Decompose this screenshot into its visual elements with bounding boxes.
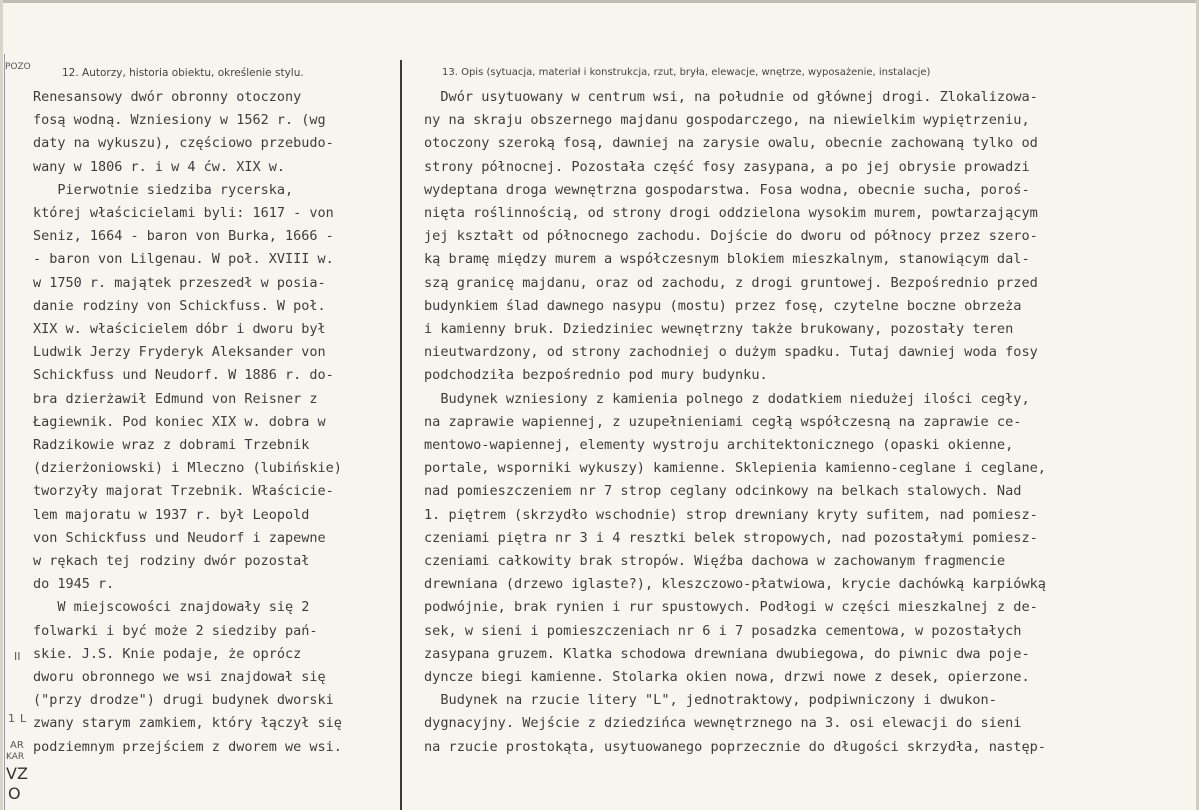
left-line: Ludwik Jerzy Fryderyk Aleksander von <box>33 344 326 361</box>
column-divider <box>400 60 402 810</box>
left-column-text <box>33 86 342 759</box>
right-line: budynkiem ślad dawnego nasypu (mostu) przez fosę, czytelne boczne obrzeża <box>424 297 1022 314</box>
right-line: ką bramę między murem a współczesnym blokiem mieszkalnym, stanowiącym dal- <box>424 251 1030 268</box>
left-line: skie. J.S. Knie podaje, że oprócz <box>33 645 302 662</box>
left-line: daty na wykuszu), częściowo przebudo- <box>33 135 334 152</box>
right-line: i kamienny bruk. Dziedziniec wewnętrzny także brukowany, pozostały teren <box>424 321 1014 338</box>
right-line: podchodziła bezpośrednio pod mury budynku. <box>424 367 768 384</box>
right-line: dyncze biegi kamienne. Stolarka okien nowa, drzwi nowe z desek, opierzone. <box>424 669 1030 686</box>
right-line: otoczony szeroką fosą, dawniej na zarysie owalu, obecnie zachowaną tylko od <box>424 135 1038 152</box>
right-line: na rzucie prostokąta, usytuowanego poprzecznie do długości skrzydła, następ- <box>424 738 1046 755</box>
right-line: Budynek na rzucie litery "L", jednotraktowy, podpiwniczony i dwukon- <box>424 692 997 709</box>
right-line: strony północnej. Pozostała część fosy zasypana, a po jej obrysie prowadzi <box>424 158 1030 175</box>
right-line: szą granicę majdanu, oraz od zachodu, z drogi gruntowej. Bezpośrednio przed <box>424 274 1038 291</box>
left-page-edge <box>0 0 3 810</box>
right-line: Budynek wzniesiony z kamienia polnego z dodatkiem niedużej ilości cegły, <box>424 390 1030 407</box>
right-line: zasypana gruzem. Klatka schodowa drewniana dwubiegowa, do piwnic dwa poje- <box>424 645 1030 662</box>
left-line: folwarki i być może 2 siedziby pań- <box>33 622 318 639</box>
right-line: 1. piętrem (skrzydło wschodnie) strop drewniany kryty sufitem, nad pomiesz- <box>424 506 1038 523</box>
left-line: W miejscowości znajdowały się 2 <box>33 599 310 616</box>
left-line: von Schickfuss und Neudorf i zapewne <box>33 529 326 546</box>
left-line: której właścicielami byli: 1617 - von <box>33 205 334 222</box>
margin-mark-ar: AR <box>10 740 24 751</box>
left-line: Renesansowy dwór obronny otoczony <box>33 89 302 105</box>
left-line: Schickfuss und Neudorf. W 1886 r. do- <box>33 367 334 384</box>
left-line: ("przy drodze") drugi budynek dworski <box>33 692 334 709</box>
left-line: wany w 1806 r. i w 4 ćw. XIX w. <box>33 158 285 175</box>
left-line: tworzyły majorat Trzebnik. Właściciе- <box>33 483 334 500</box>
right-line: ny na skraju obszernego majdanu gospodarczego, na niewielkim wypiętrzeniu, <box>424 112 1030 129</box>
right-line: podwójnie, brak rynien i rur spustowych. Podłogi w części mieszkalnej z de- <box>424 599 1038 616</box>
right-line: nięta roślinnością, od strony drogi oddzielona wysokim murem, powtarzającym <box>424 205 1038 222</box>
left-line: lem majoratu w 1937 r. był Leopold <box>33 506 310 523</box>
right-line: wydeptana droga wewnętrzna gospodarstwa. Fosa wodna, obecnie sucha, poroś- <box>424 181 1030 198</box>
left-line: Radzikowie wraz z dobrami Trzebnik <box>33 437 310 454</box>
left-margin-rule <box>4 54 5 810</box>
left-line: dworu obronnego we wsi znajdował się <box>33 669 326 686</box>
margin-label-top: POZO <box>5 62 31 72</box>
right-line: na zaprawie wapiennej, z uzupełnieniami cegłą współczesną na zaprawie ce- <box>424 413 1022 430</box>
top-border <box>0 0 1199 3</box>
right-line: nieutwardzony, od strony zachodniej o dużym spadku. Tutaj dawniej woda fosy <box>424 344 1038 361</box>
left-line: w rękach tej rodziny dwór pozostał <box>33 553 310 570</box>
right-line: czeniami piętra nr 3 i 4 resztki belek stropowych, nad pozostałymi pomiesz- <box>424 529 1038 546</box>
left-line: podziemnym przejściem z dworem we wsi. <box>33 738 342 755</box>
margin-mark-ii: II <box>14 650 21 663</box>
right-column-text <box>424 86 1046 759</box>
left-line: Pierwotnie siedziba rycerska, <box>33 181 294 198</box>
left-line: w 1750 r. majątek przeszedł w posia- <box>33 274 326 291</box>
margin-mark-l: L <box>20 712 27 725</box>
left-line: danie rodziny von Schickfuss. W poł. <box>33 297 326 314</box>
left-line: zwany starym zamkiem, który łączył się <box>33 715 342 732</box>
right-line: portale, wsporniki wykuszy) kamienne. Sklepienia kamienno-ceglane i ceglane, <box>424 460 1046 477</box>
right-column-heading: 13. Opis (sytuacja, materiał i konstrukcja, rzut, bryła, elewacje, wnętrze, wyposażenie, instalacje) <box>442 67 931 78</box>
left-line: - baron von Lilgenau. W poł. XVIII w. <box>33 251 334 268</box>
margin-mark-1: 1 <box>8 712 15 725</box>
margin-mark-o: O <box>8 784 21 803</box>
left-column-heading: 12. Autorzy, historia obiektu, określenie stylu. <box>62 67 304 79</box>
right-line: sek, w sieni i pomieszczeniach nr 6 i 7 posadzka cementowa, w pozostałych <box>424 622 1022 639</box>
left-line: fosą wodną. Wzniesiony w 1562 r. (wg <box>33 112 326 129</box>
left-line: bra dzierżawił Edmund von Reisner z <box>33 390 318 407</box>
left-line: Seniz, 1664 - baron von Burka, 1666 - <box>33 228 334 245</box>
left-line: do 1945 r. <box>33 576 115 593</box>
margin-mark-vz: VZ <box>6 764 28 783</box>
right-line: czeniami całkowity brak stropów. Więźba dachowa w zachowanym fragmencie <box>424 553 1006 570</box>
right-line: dygnacyjny. Wejście z dziedzińca wewnętrznego na 3. osi elewacji do sieni <box>424 715 1022 732</box>
right-line: Dwór usytuowany w centrum wsi, na południe od głównej drogi. Zlokalizowa- <box>424 89 1038 105</box>
right-line: jej kształt od północnego zachodu. Dojście do dworu od północy przez szero- <box>424 228 1038 245</box>
left-line: (dzierżoniowski) i Mleczno (lubińskie) <box>33 460 342 477</box>
margin-mark-kar: KAR <box>6 752 25 762</box>
right-line: drewniana (drzewo iglaste?), kleszczowo-płatwiowa, krycie dachówką karpiówką <box>424 576 1046 593</box>
left-line: Łagiewnik. Pod koniec XIX w. dobra w <box>33 413 326 430</box>
right-line: mentowo-wapiennej, elementy wystroju architektonicznego (opaski okienne, <box>424 437 1014 454</box>
right-line: nad pomieszczeniem nr 7 strop ceglany odcinkowy na belkach stalowych. Nad <box>424 483 1022 500</box>
left-line: XIX w. właścicielem dóbr i dworu był <box>33 321 326 338</box>
